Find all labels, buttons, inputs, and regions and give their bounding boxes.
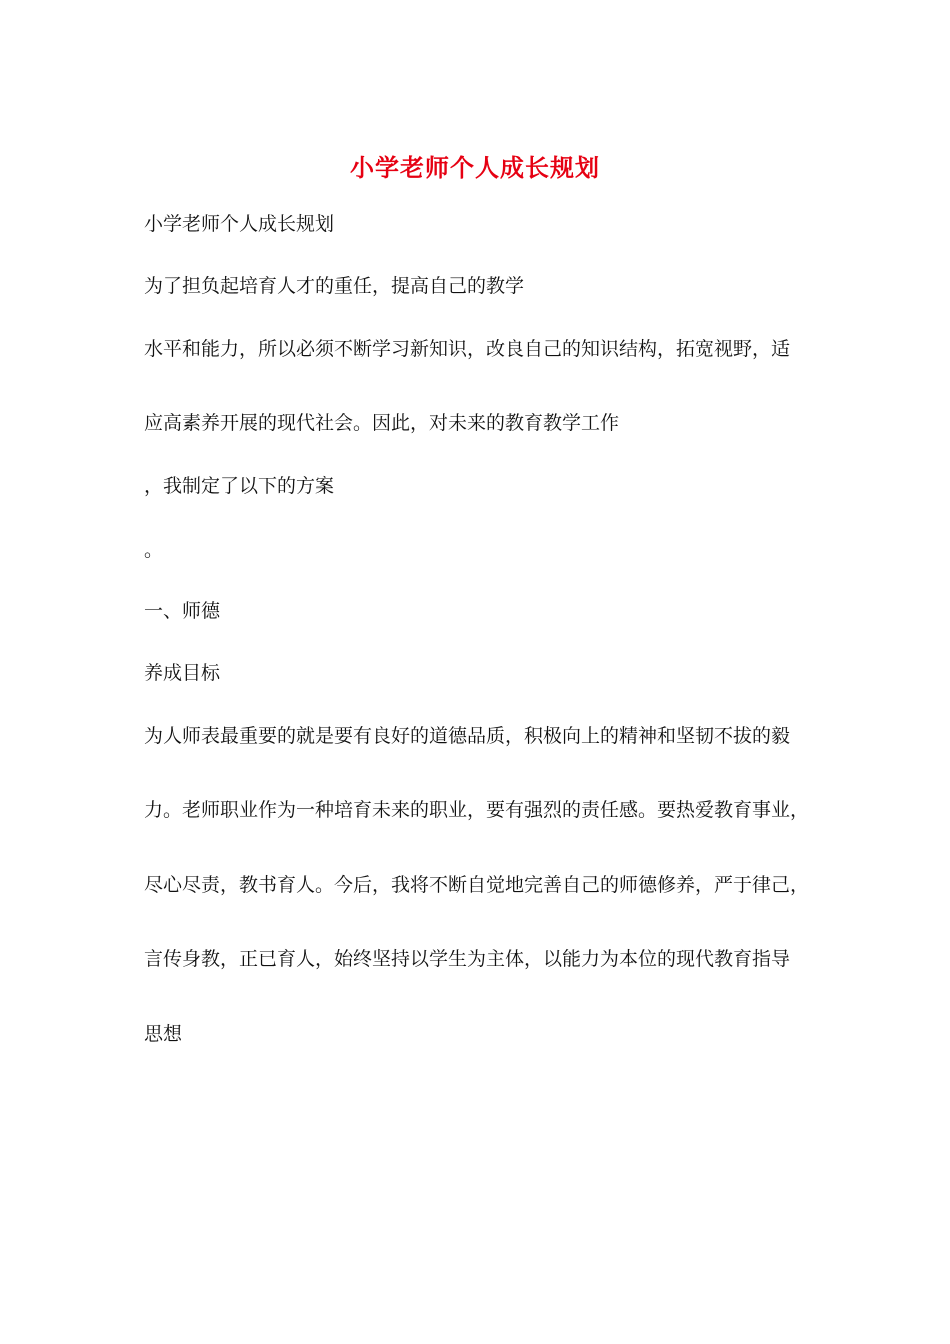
section-heading: 一、师德 [144,600,221,622]
paragraph-line: 为了担负起培育人才的重任，提高自己的教学 [144,275,525,297]
subtitle-line: 小学老师个人成长规划 [144,213,335,235]
paragraph-line: 。 [144,539,164,561]
paragraph-line: 为人师表最重要的就是要有良好的道德品质，积极向上的精神和坚韧不拔的毅 [144,725,791,747]
paragraph-line: ，我制定了以下的方案 [144,475,335,497]
paragraph-line: 水平和能力，所以必须不断学习新知识，改良自己的知识结构，拓宽视野，适 [144,338,791,360]
paragraph-line: 力。老师职业作为一种培育未来的职业，要有强烈的责任感。要热爱教育事业， [144,799,810,821]
paragraph-line: 思想 [144,1023,183,1045]
paragraph-line: 尽心尽责，教书育人。今后，我将不断自觉地完善自己的师德修养，严于律己， [144,874,810,896]
paragraph-line: 应高素养开展的现代社会。因此，对未来的教育教学工作 [144,412,620,434]
document-title: 小学老师个人成长规划 [350,153,600,182]
subsection-heading: 养成目标 [144,662,221,684]
paragraph-line: 言传身教，正已育人，始终坚持以学生为主体，以能力为本位的现代教育指导 [144,948,791,970]
